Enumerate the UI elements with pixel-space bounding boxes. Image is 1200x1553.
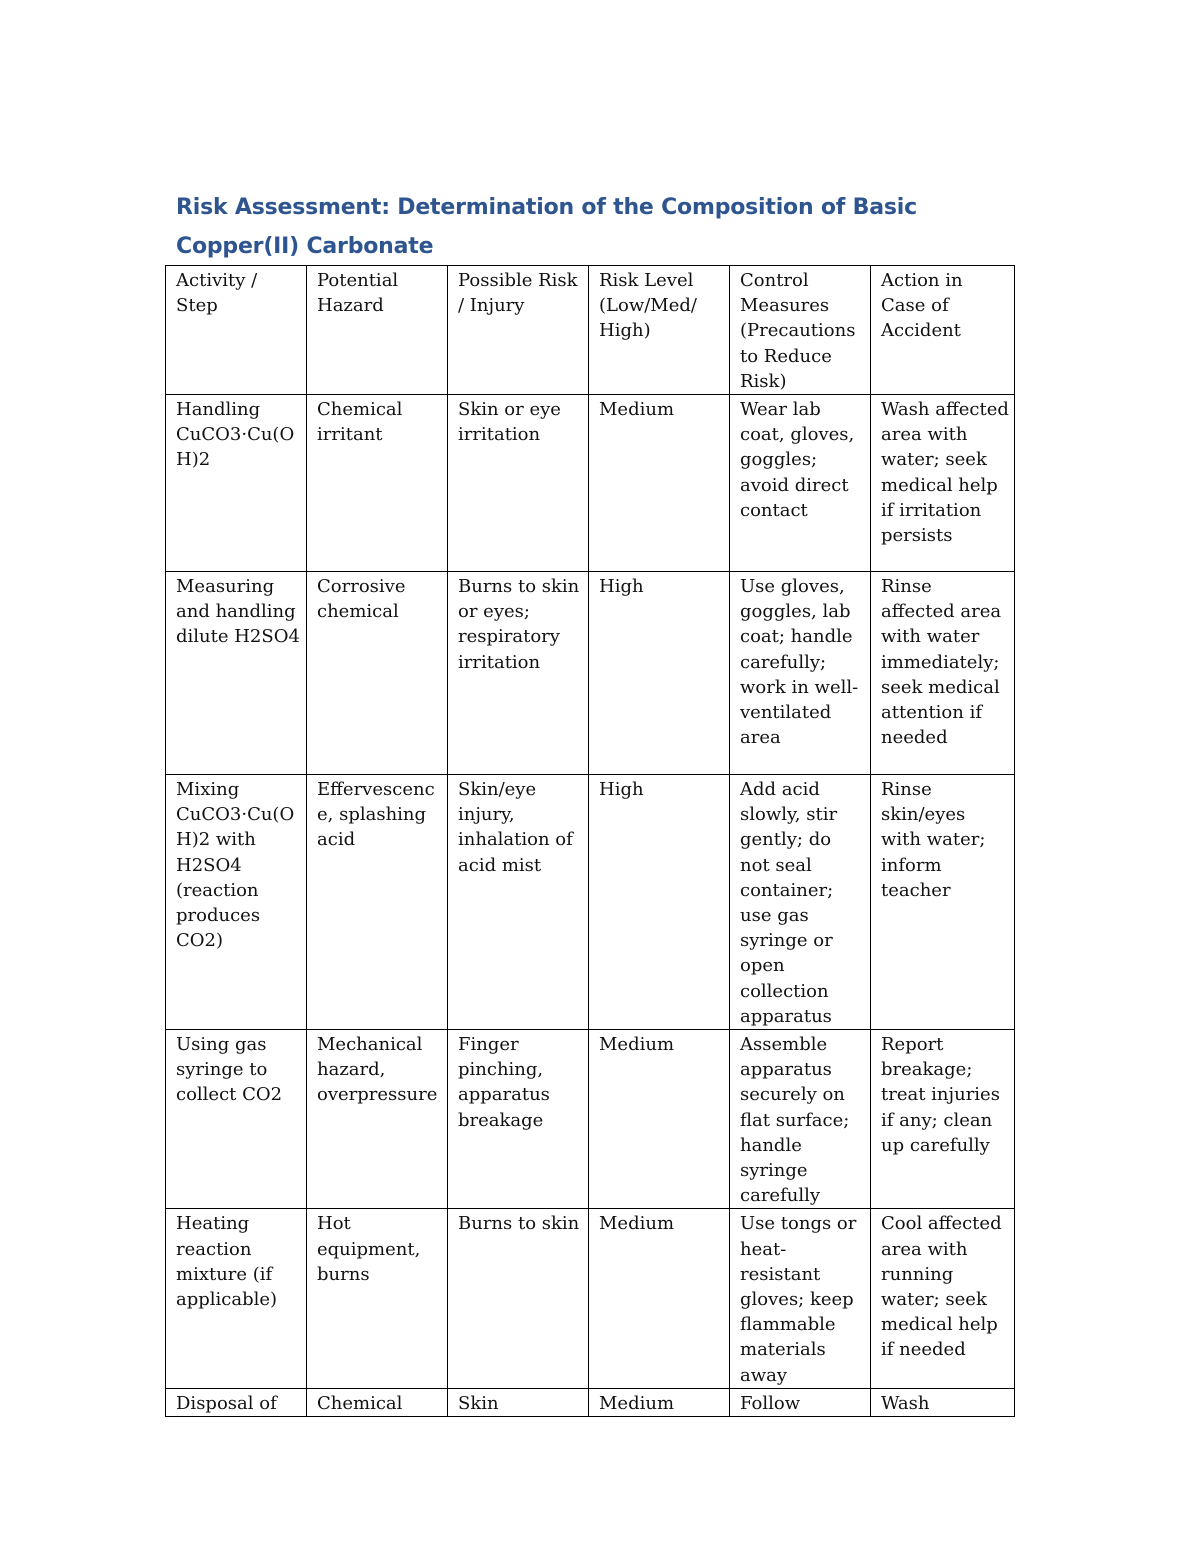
table-cell: Cool affected area with running water; seek medical help if needed [871, 1209, 1015, 1388]
table-cell: Medium [589, 1209, 730, 1388]
table-cell: Effervescence, splashing acid [307, 775, 448, 1030]
header-cell: Potential Hazard [307, 266, 448, 395]
table-cell: High [589, 775, 730, 1030]
table-cell: Corrosive chemical [307, 572, 448, 775]
table-row [166, 395, 1015, 572]
table-cell: Rinse skin/eyes with water; inform teacher [871, 775, 1015, 1030]
table-cell: Using gas syringe to collect CO2 [166, 1030, 307, 1209]
table-cell: Measuring and handling dilute H2SO4 [166, 572, 307, 775]
table-header-row [166, 266, 1015, 395]
table-row [166, 1209, 1015, 1388]
header-cell: Activity / Step [166, 266, 307, 395]
table-cell: Skin/eye injury, inhalation of acid mist [448, 775, 589, 1030]
table-cell: Finger pinching, apparatus breakage [448, 1030, 589, 1209]
table-cell: Skin [448, 1388, 589, 1416]
table-cell: Wear lab coat, gloves, goggles; avoid direct contact [730, 395, 871, 572]
table-cell: Medium [589, 395, 730, 572]
table-cell: Add acid slowly, stir gently; do not seal container; use gas syringe or open collection apparatus [730, 775, 871, 1030]
table-cell: High [589, 572, 730, 775]
table-cell: Report breakage; treat injuries if any; clean up carefully [871, 1030, 1015, 1209]
table-cell: Mechanical hazard, overpressure [307, 1030, 448, 1209]
table-row [166, 775, 1015, 1030]
table-cell: Disposal of [166, 1388, 307, 1416]
table-cell: Burns to skin [448, 1209, 589, 1388]
table-row [166, 1388, 1015, 1416]
table-cell: Use tongs or heat-resistant gloves; keep flammable materials away [730, 1209, 871, 1388]
document-title: Risk Assessment: Determination of the Composition of Basic Copper(II) Carbonate [176, 195, 917, 259]
table-cell: Use gloves, goggles, lab coat; handle carefully; work in well-ventilated area [730, 572, 871, 775]
table-row [166, 1030, 1015, 1209]
table-row [166, 572, 1015, 775]
table-cell: Wash affected area with water; seek medical help if irritation persists [871, 395, 1015, 572]
header-cell: Action in Case of Accident [871, 266, 1015, 395]
table-cell: Chemical irritant [307, 395, 448, 572]
table-cell: Chemical [307, 1388, 448, 1416]
table-cell: Assemble apparatus securely on flat surface; handle syringe carefully [730, 1030, 871, 1209]
table-cell: Wash [871, 1388, 1015, 1416]
risk-assessment-table [165, 265, 1015, 1417]
table-cell: Heating reaction mixture (if applicable) [166, 1209, 307, 1388]
table-cell: Skin or eye irritation [448, 395, 589, 572]
table-cell: Rinse affected area with water immediately; seek medical attention if needed [871, 572, 1015, 775]
header-cell: Risk Level (Low/Med/ High) [589, 266, 730, 395]
header-cell: Control Measures (Precautions to Reduce Risk) [730, 266, 871, 395]
table-cell: Mixing CuCO3·Cu(OH)2 with H2SO4 (reaction produces CO2) [166, 775, 307, 1030]
header-cell: Possible Risk / Injury [448, 266, 589, 395]
table-cell: Medium [589, 1388, 730, 1416]
table-cell: Follow [730, 1388, 871, 1416]
table-cell: Handling CuCO3·Cu(OH)2 [166, 395, 307, 572]
table-cell: Medium [589, 1030, 730, 1209]
table-cell: Hot equipment, burns [307, 1209, 448, 1388]
table-cell: Burns to skin or eyes; respiratory irritation [448, 572, 589, 775]
